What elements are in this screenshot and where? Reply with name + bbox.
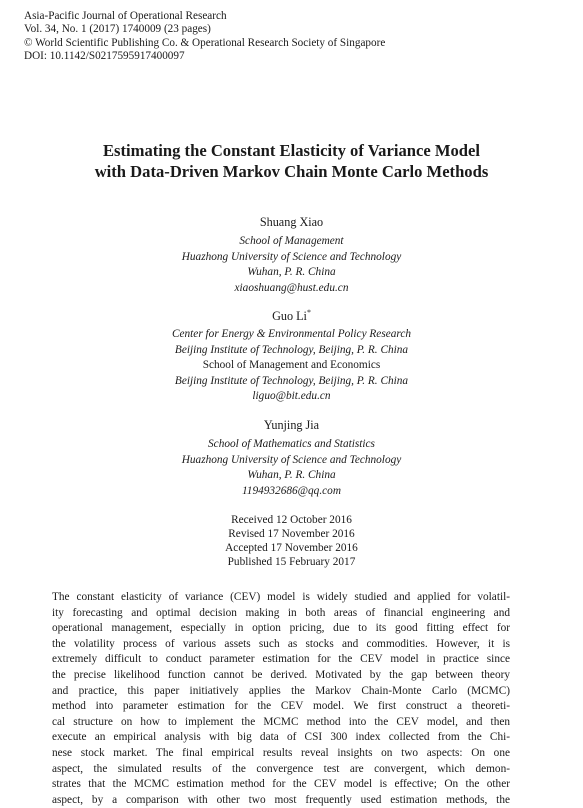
journal-header <box>24 10 385 64</box>
author-affiliation: Center for Energy & Environmental Policy Research Beijing Institute of Technology, Beijing, P. R. China <box>171 328 412 356</box>
author-email[interactable]: 1194932686@qq.com <box>242 484 341 497</box>
author-email[interactable]: xiaoshuang@hust.edu.cn <box>234 281 349 294</box>
abstract-line: cal structure on how to implement the MCMC method into the CEV model, and then <box>52 715 510 728</box>
abstract-line: extremely difficult to conduct parameter estimation for the CEV model in practice since <box>52 653 510 666</box>
volume-info: Vol. 34, No. 1 (2017) 1740009 (23 pages) <box>24 23 211 36</box>
author-affiliation: School of Mathematics and Statistics Huazhong University of Science and Technology Wuhan, P. R. China 1194932686@qq.com <box>0 437 583 499</box>
abstract-line: strates that the MCMC estimation method for the CEV model is effective; On the other <box>52 778 510 791</box>
doi[interactable]: DOI: 10.1142/S0217595917400097 <box>24 50 185 63</box>
author-name: Yunjing Jia <box>263 418 320 432</box>
author-affiliation-2: School of Management and Economics Beijing Institute of Technology, Beijing, P. R. China liguo@bit.edu.cn <box>0 358 583 405</box>
abstract-line: aspect, by a comparison with other two most frequently used estimation methods, the <box>52 793 510 806</box>
abstract <box>52 590 510 808</box>
abstract-line: aspect, the simulated results of the convergence test are convergent, which demon- <box>52 762 510 775</box>
journal-name: Asia-Pacific Journal of Operational Research <box>24 10 227 22</box>
copyright-line: © World Scientific Publishing Co. & Operational Research Society of Singapore <box>24 36 386 49</box>
abstract-line: operational management, especially in option pricing, due to its good fitting effect for <box>52 622 510 635</box>
abstract-line: the volatility process of various assets such as stocks and commodities. However, it is <box>52 637 510 650</box>
date-received: Received 12 October 2016 <box>231 514 352 526</box>
author-email[interactable]: liguo@bit.edu.cn <box>252 390 331 402</box>
abstract-line: execute an empirical analysis with big data of CSI 300 index collected from the Chi- <box>52 731 510 744</box>
author-name: Shuang Xiao <box>259 215 324 229</box>
publication-dates <box>0 513 583 569</box>
author-affiliation: School of Management Huazhong University of Science and Technology Wuhan, P. R. China xiaoshuang@hust.edu.cn <box>0 234 583 296</box>
corresponding-author-marker: * <box>306 308 311 317</box>
author-name: Guo Li* <box>272 308 311 324</box>
date-revised: Revised 17 November 2016 <box>228 528 355 540</box>
paper-title: Estimating the Constant Elasticity of Variance Model with Data-Driven Markov Chain Monte Carlo Methods <box>94 141 489 181</box>
abstract-line: method into parameter estimation for the CEV model. We first construct a theoreti- <box>52 700 510 713</box>
abstract-line: ity forecasting and optimal decision making in both areas of financial engineering and <box>52 606 510 619</box>
date-published: Published 15 February 2017 <box>227 556 356 568</box>
abstract-line: the precise likelihood function cannot be derived. Motivated by the gap between theory <box>52 668 510 681</box>
abstract-line: The constant elasticity of variance (CEV) model is widely studied and applied for volatil- <box>52 591 510 603</box>
abstract-line: and practice, this paper initiatively applies the Markov Chain-Monte Carlo (MCMC) <box>52 684 510 697</box>
date-accepted: Accepted 17 November 2016 <box>225 542 358 554</box>
abstract-line: nese stock market. The final empirical results reveal insights on two aspects: On one <box>52 746 510 759</box>
